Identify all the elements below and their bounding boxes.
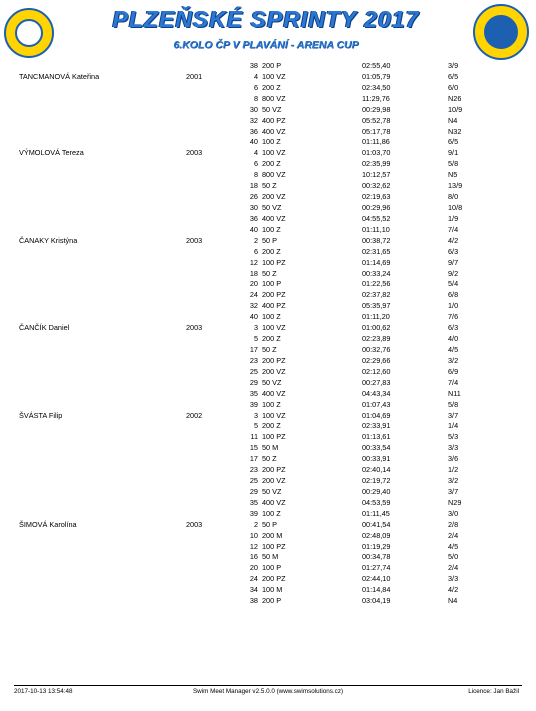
- swimmer-name: ŠIMOVÁ Karolína: [19, 519, 77, 529]
- event-name: 400 VZ: [262, 213, 286, 223]
- event-number: 10: [249, 530, 258, 540]
- result-row: [0, 389, 536, 400]
- result-row: [0, 312, 536, 323]
- result-row: [0, 127, 536, 138]
- result-row: [0, 214, 536, 225]
- event-name: 50 VZ: [262, 486, 282, 496]
- result-rank: 13/9: [448, 181, 463, 191]
- result-rank: 7/6: [448, 312, 459, 322]
- result-row: [0, 279, 536, 290]
- event-name: 400 PZ: [262, 301, 286, 311]
- result-row: [0, 105, 536, 116]
- event-number: 29: [249, 377, 258, 387]
- result-row: [0, 72, 536, 83]
- event-logo: [473, 4, 529, 60]
- result-rank: 4/0: [448, 334, 459, 344]
- event-name: 100 P: [262, 563, 282, 573]
- event-number: 20: [249, 563, 258, 573]
- event-number: 38: [249, 596, 258, 606]
- swimmer-name: ŠVÁSTA Filip: [19, 410, 63, 420]
- event-name: 50 M: [262, 443, 279, 453]
- result-rank: N4: [448, 596, 458, 606]
- event-name: 200 VZ: [262, 366, 286, 376]
- page-subtitle: 6.KOLO ČP V PLAVÁNÍ - ARENA CUP: [173, 39, 359, 51]
- event-name: 50 Z: [262, 454, 277, 464]
- event-number: 8: [253, 170, 258, 180]
- result-time: 02:19,63: [362, 192, 391, 202]
- result-time: 02:23,89: [362, 334, 391, 344]
- event-number: 4: [253, 71, 258, 81]
- result-rank: N26: [448, 93, 462, 103]
- event-name: 50 Z: [262, 344, 277, 354]
- result-rank: 3/2: [448, 476, 459, 486]
- result-rank: N5: [448, 170, 458, 180]
- birth-year: 2003: [186, 235, 203, 245]
- result-time: 00:32,62: [362, 181, 391, 191]
- result-rank: 6/9: [448, 366, 459, 376]
- event-name: 50 M: [262, 552, 279, 562]
- result-time: 00:27,83: [362, 377, 391, 387]
- result-time: 01:11,45: [362, 508, 390, 518]
- event-name: 100 PZ: [262, 257, 286, 267]
- result-time: 02:55,40: [362, 61, 391, 70]
- event-number: 36: [249, 126, 258, 136]
- event-number: 20: [249, 279, 258, 289]
- result-time: 01:05,79: [362, 71, 391, 81]
- result-rank: 2/8: [448, 519, 459, 529]
- result-row: [0, 542, 536, 553]
- event-name: 100 VZ: [262, 148, 286, 158]
- event-number: 25: [249, 476, 258, 486]
- footer-license: Licence: Jan Bažil: [468, 688, 519, 695]
- result-rank: 5/4: [448, 279, 459, 289]
- result-rank: 3/3: [448, 574, 459, 584]
- result-row: [0, 498, 536, 509]
- event-name: 800 VZ: [262, 93, 286, 103]
- result-time: 00:32,76: [362, 344, 391, 354]
- result-time: 01:19,29: [362, 541, 391, 551]
- event-name: 100 VZ: [262, 323, 286, 333]
- event-number: 34: [249, 585, 258, 595]
- result-rank: 3/3: [448, 443, 459, 453]
- result-row: [0, 269, 536, 280]
- event-number: 12: [249, 257, 258, 267]
- result-rank: 8/0: [448, 192, 459, 202]
- event-number: 6: [253, 82, 258, 92]
- result-row: [0, 465, 536, 476]
- result-row: [0, 411, 536, 422]
- result-row: [0, 181, 536, 192]
- event-name: 100 Z: [262, 312, 281, 322]
- event-name: 100 M: [262, 585, 283, 595]
- result-row: [0, 203, 536, 214]
- event-name: 400 VZ: [262, 388, 286, 398]
- result-rank: 9/2: [448, 268, 459, 278]
- result-rank: 3/2: [448, 355, 459, 365]
- event-number: 26: [249, 192, 258, 202]
- result-row: [0, 301, 536, 312]
- event-name: 50 Z: [262, 181, 277, 191]
- event-name: 100 P: [262, 279, 282, 289]
- result-rank: 2/4: [448, 563, 459, 573]
- result-rank: 10/9: [448, 104, 463, 114]
- event-name: 200 PZ: [262, 355, 286, 365]
- event-number: 15: [249, 443, 258, 453]
- event-number: 24: [249, 290, 258, 300]
- event-name: 50 VZ: [262, 377, 282, 387]
- event-name: 200 Z: [262, 159, 281, 169]
- event-name: 100 Z: [262, 508, 281, 518]
- event-name: 400 VZ: [262, 497, 286, 507]
- result-time: 01:07,43: [362, 399, 391, 409]
- result-time: 02:37,82: [362, 290, 391, 300]
- result-row: [0, 552, 536, 563]
- event-name: 100 PZ: [262, 432, 286, 442]
- result-row: [0, 476, 536, 487]
- result-rank: 6/8: [448, 290, 459, 300]
- result-time: 00:29,96: [362, 202, 391, 212]
- swimmer-name: ČANČÍK Daniel: [19, 323, 70, 333]
- event-name: 200 Z: [262, 334, 281, 344]
- result-row: [0, 356, 536, 367]
- result-row: [0, 61, 536, 72]
- event-name: 200 PZ: [262, 465, 286, 475]
- event-number: 25: [249, 366, 258, 376]
- event-number: 18: [249, 181, 258, 191]
- event-number: 3: [253, 410, 258, 420]
- result-row: [0, 421, 536, 432]
- result-time: 03:04,19: [362, 596, 391, 606]
- result-row: [0, 83, 536, 94]
- result-rank: 2/4: [448, 530, 459, 540]
- result-row: [0, 170, 536, 181]
- result-rank: 6/5: [448, 71, 459, 81]
- result-time: 10:12,57: [362, 170, 391, 180]
- result-time: 00:29,40: [362, 486, 391, 496]
- result-rank: 3/7: [448, 486, 459, 496]
- result-rank: 5/8: [448, 159, 459, 169]
- result-rank: 6/3: [448, 246, 459, 256]
- event-number: 39: [249, 508, 258, 518]
- event-name: 200 Z: [262, 246, 281, 256]
- result-rank: 5/0: [448, 552, 459, 562]
- result-row: [0, 323, 536, 334]
- birth-year: 2003: [186, 519, 203, 529]
- event-number: 23: [249, 465, 258, 475]
- event-name: 200 PZ: [262, 574, 286, 584]
- event-name: 200 PZ: [262, 290, 286, 300]
- result-rank: 3/9: [448, 61, 459, 70]
- event-number: 6: [253, 159, 258, 169]
- event-number: 30: [249, 104, 258, 114]
- event-name: 50 P: [262, 235, 278, 245]
- event-number: 8: [253, 93, 258, 103]
- result-rank: 6/5: [448, 137, 459, 147]
- event-name: 50 VZ: [262, 202, 282, 212]
- event-name: 200 P: [262, 596, 282, 606]
- result-row: [0, 247, 536, 258]
- event-name: 100 Z: [262, 137, 281, 147]
- result-time: 02:48,09: [362, 530, 391, 540]
- swimmer-name: TANCMANOVÁ Kateřina: [19, 71, 100, 81]
- result-row: [0, 443, 536, 454]
- event-name: 50 Z: [262, 268, 277, 278]
- result-row: [0, 148, 536, 159]
- result-rank: 9/1: [448, 148, 459, 158]
- result-time: 02:29,66: [362, 355, 391, 365]
- result-row: [0, 520, 536, 531]
- result-time: 11:29,76: [362, 93, 390, 103]
- result-time: 00:33,91: [362, 454, 391, 464]
- result-time: 01:11,10: [362, 224, 390, 234]
- result-row: [0, 487, 536, 498]
- event-name: 100 Z: [262, 399, 281, 409]
- event-name: 200 Z: [262, 82, 281, 92]
- result-rank: 1/2: [448, 465, 459, 475]
- event-number: 36: [249, 213, 258, 223]
- result-rank: N32: [448, 126, 462, 136]
- event-name: 200 M: [262, 530, 283, 540]
- result-time: 05:52,78: [362, 115, 391, 125]
- result-time: 02:12,60: [362, 366, 391, 376]
- birth-year: 2001: [186, 71, 203, 81]
- event-number: 32: [249, 301, 258, 311]
- result-time: 04:53,59: [362, 497, 391, 507]
- result-row: [0, 94, 536, 105]
- event-name: 50 P: [262, 519, 278, 529]
- results-list: [0, 61, 536, 607]
- result-row: [0, 596, 536, 607]
- event-number: 2: [253, 235, 258, 245]
- result-row: [0, 334, 536, 345]
- result-time: 01:14,84: [362, 585, 391, 595]
- event-number: 29: [249, 486, 258, 496]
- result-time: 00:34,78: [362, 552, 391, 562]
- event-number: 40: [249, 137, 258, 147]
- result-rank: N29: [448, 497, 462, 507]
- result-time: 01:04,69: [362, 410, 391, 420]
- footer-software: Swim Meet Manager v2.5.0.0 (www.swimsolutions.cz): [192, 688, 344, 695]
- result-time: 02:40,14: [362, 465, 391, 475]
- event-number: 2: [253, 519, 258, 529]
- result-time: 00:41,54: [362, 519, 391, 529]
- result-rank: 7/4: [448, 224, 459, 234]
- event-number: 30: [249, 202, 258, 212]
- result-rank: 5/8: [448, 399, 459, 409]
- event-name: 200 VZ: [262, 476, 286, 486]
- event-name: 200 Z: [262, 421, 281, 431]
- event-name: 100 VZ: [262, 71, 286, 81]
- result-row: [0, 236, 536, 247]
- event-number: 35: [249, 388, 258, 398]
- event-name: 50 VZ: [262, 104, 282, 114]
- birth-year: 2003: [186, 148, 203, 158]
- result-row: [0, 585, 536, 596]
- result-row: [0, 159, 536, 170]
- event-number: 17: [249, 344, 258, 354]
- result-rank: 4/5: [448, 344, 459, 354]
- event-number: 40: [249, 224, 258, 234]
- result-rank: 4/2: [448, 585, 459, 595]
- result-time: 01:11,86: [362, 137, 390, 147]
- result-rank: 7/4: [448, 377, 459, 387]
- event-number: 5: [253, 421, 258, 431]
- result-time: 00:29,98: [362, 104, 391, 114]
- event-name: 400 VZ: [262, 126, 286, 136]
- result-rank: N11: [448, 388, 461, 398]
- event-name: 100 VZ: [262, 410, 286, 420]
- event-name: 200 VZ: [262, 192, 286, 202]
- result-row: [0, 454, 536, 465]
- result-row: [0, 258, 536, 269]
- result-time: 02:44,10: [362, 574, 391, 584]
- result-rank: N4: [448, 115, 458, 125]
- result-row: [0, 367, 536, 378]
- result-row: [0, 225, 536, 236]
- event-number: 39: [249, 399, 258, 409]
- result-row: [0, 563, 536, 574]
- event-number: 12: [249, 541, 258, 551]
- result-row: [0, 137, 536, 148]
- swimmer-name: ČANAKY Kristýna: [19, 235, 78, 245]
- event-name: 400 PZ: [262, 115, 286, 125]
- event-number: 5: [253, 334, 258, 344]
- event-number: 17: [249, 454, 258, 464]
- event-number: 4: [253, 148, 258, 158]
- event-number: 38: [249, 61, 258, 70]
- event-name: 100 PZ: [262, 541, 286, 551]
- result-time: 02:19,72: [362, 476, 391, 486]
- result-time: 01:13,61: [362, 432, 391, 442]
- event-number: 32: [249, 115, 258, 125]
- result-time: 00:38,72: [362, 235, 391, 245]
- event-name: 800 VZ: [262, 170, 286, 180]
- club-logo: [4, 8, 54, 58]
- event-number: 40: [249, 312, 258, 322]
- result-row: [0, 116, 536, 127]
- event-number: 24: [249, 574, 258, 584]
- result-row: [0, 290, 536, 301]
- result-rank: 3/0: [448, 508, 459, 518]
- result-rank: 10/8: [448, 202, 463, 212]
- result-row: [0, 192, 536, 203]
- result-time: 00:33,24: [362, 268, 391, 278]
- result-time: 02:33,91: [362, 421, 391, 431]
- result-row: [0, 400, 536, 411]
- event-number: 6: [253, 246, 258, 256]
- result-rank: 4/5: [448, 541, 459, 551]
- swimmer-name: VÝMOLOVÁ Tereza: [19, 148, 84, 158]
- result-rank: 5/3: [448, 432, 459, 442]
- result-rank: 6/0: [448, 82, 459, 92]
- event-number: 11: [250, 432, 258, 442]
- result-rank: 3/7: [448, 410, 459, 420]
- result-rank: 1/9: [448, 213, 459, 223]
- result-row: [0, 531, 536, 542]
- event-number: 23: [249, 355, 258, 365]
- result-time: 05:17,78: [362, 126, 391, 136]
- birth-year: 2003: [186, 323, 203, 333]
- result-rank: 9/7: [448, 257, 459, 267]
- result-time: 01:14,69: [362, 257, 391, 267]
- result-time: 01:22,56: [362, 279, 391, 289]
- result-time: 02:31,65: [362, 246, 391, 256]
- result-time: 02:34,50: [362, 82, 391, 92]
- page-title: PLZEŇSKÉ SPRINTY 2017: [112, 6, 420, 32]
- footer-timestamp: 2017-10-13 13:54:48: [14, 688, 73, 695]
- result-row: [0, 345, 536, 356]
- result-time: 05:35,97: [362, 301, 391, 311]
- result-row: [0, 574, 536, 585]
- event-name: 200 P: [262, 61, 282, 70]
- result-row: [0, 378, 536, 389]
- result-time: 04:43,34: [362, 388, 391, 398]
- event-number: 35: [249, 497, 258, 507]
- birth-year: 2002: [186, 410, 203, 420]
- result-rank: 4/2: [448, 235, 459, 245]
- event-number: 18: [249, 268, 258, 278]
- result-time: 01:11,20: [362, 312, 390, 322]
- footer-divider: [14, 685, 522, 686]
- result-rank: 3/6: [448, 454, 459, 464]
- result-rank: 1/4: [448, 421, 459, 431]
- result-rank: 1/0: [448, 301, 459, 311]
- event-number: 16: [249, 552, 258, 562]
- result-time: 01:00,62: [362, 323, 391, 333]
- result-row: [0, 509, 536, 520]
- result-row: [0, 432, 536, 443]
- result-time: 00:33,54: [362, 443, 391, 453]
- event-name: 100 Z: [262, 224, 281, 234]
- result-time: 04:55,52: [362, 213, 391, 223]
- result-time: 01:03,70: [362, 148, 391, 158]
- result-rank: 6/3: [448, 323, 459, 333]
- result-time: 01:27,74: [362, 563, 391, 573]
- event-number: 3: [253, 323, 258, 333]
- result-time: 02:35,99: [362, 159, 391, 169]
